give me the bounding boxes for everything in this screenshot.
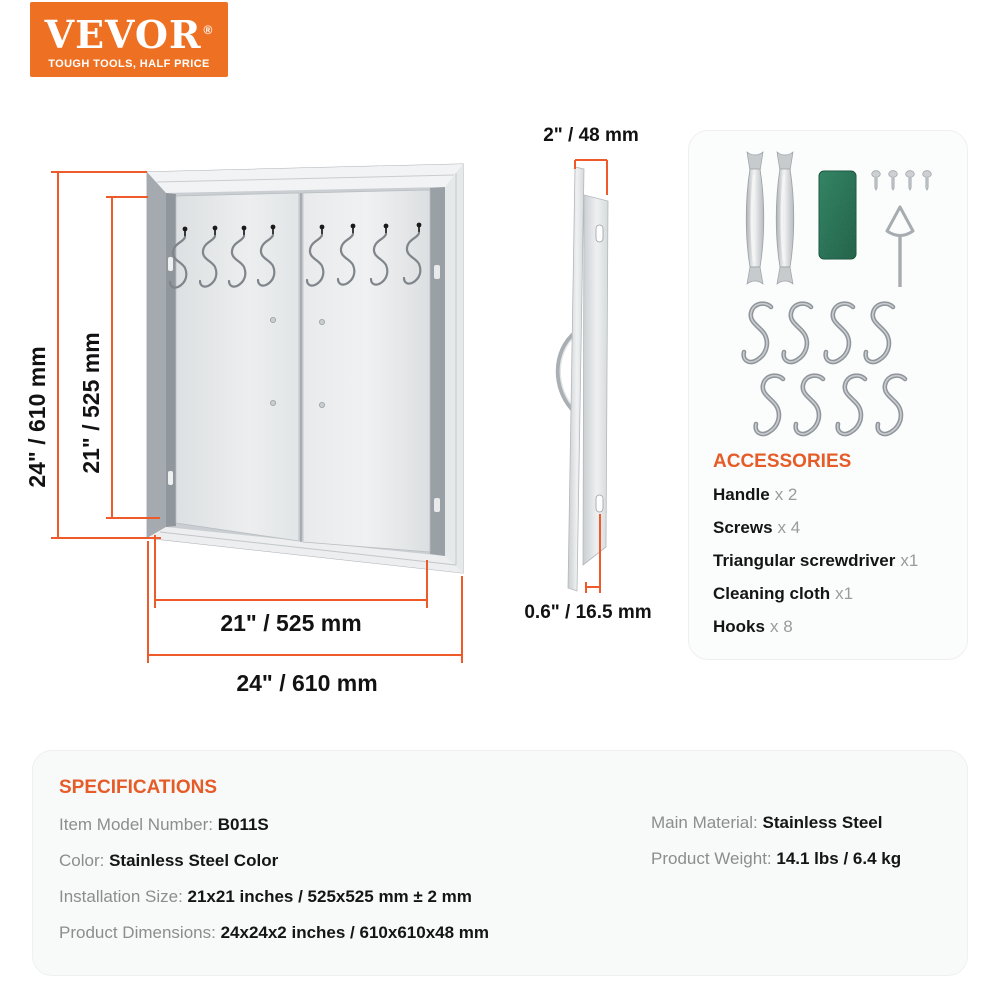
spec-column-right bbox=[651, 813, 901, 885]
screws-art bbox=[872, 171, 932, 191]
spec-row: Installation Size: 21x21 inches / 525x525 mm ± 2 mm bbox=[59, 887, 472, 906]
accessory-item: Triangular screwdriver x1 bbox=[713, 551, 919, 570]
dim-inner-height: 21" / 525 mm bbox=[78, 332, 104, 474]
door-technical-drawing bbox=[20, 95, 680, 715]
dim-outer-width: 24" / 610 mm bbox=[236, 670, 378, 696]
spec-row: Item Model Number: B011S bbox=[59, 815, 269, 834]
accessories-illustration bbox=[689, 141, 969, 453]
specifications-title: SPECIFICATIONS bbox=[59, 777, 217, 798]
dim-outer-height: 24" / 610 mm bbox=[24, 346, 50, 488]
accessory-item: Cleaning cloth x1 bbox=[713, 584, 854, 603]
brand-name: VEVOR ® bbox=[44, 12, 214, 57]
dim-thickness: 0.6" / 16.5 mm bbox=[524, 602, 652, 623]
brand-tagline: TOUGH TOOLS, HALF PRICE bbox=[48, 58, 210, 70]
accessories-card bbox=[688, 130, 968, 660]
vevor-logo bbox=[30, 2, 228, 77]
screwdriver-art bbox=[887, 207, 913, 287]
handle-art bbox=[746, 152, 794, 284]
dim-inner-width: 21" / 525 mm bbox=[220, 610, 362, 636]
cleaning-cloth-art bbox=[819, 171, 856, 259]
registered-mark-icon: ® bbox=[203, 23, 214, 37]
front-view-illustration bbox=[147, 164, 463, 573]
hooks-art bbox=[744, 304, 905, 434]
accessory-item: Screws x 4 bbox=[713, 518, 801, 537]
spec-row: Main Material: Stainless Steel bbox=[651, 813, 883, 832]
accessory-item: Hooks x 8 bbox=[713, 617, 793, 636]
dim-depth: 2" / 48 mm bbox=[543, 125, 639, 146]
spec-row: Color: Stainless Steel Color bbox=[59, 851, 279, 870]
spec-row: Product Weight: 14.1 lbs / 6.4 kg bbox=[651, 849, 902, 868]
spec-row: Product Dimensions: 24x24x2 inches / 610x610x48 mm bbox=[59, 923, 490, 942]
accessories-title: ACCESSORIES bbox=[713, 451, 852, 472]
accessories-list bbox=[713, 451, 918, 650]
specifications-card bbox=[32, 750, 968, 976]
accessory-item: Handle x 2 bbox=[713, 485, 798, 504]
